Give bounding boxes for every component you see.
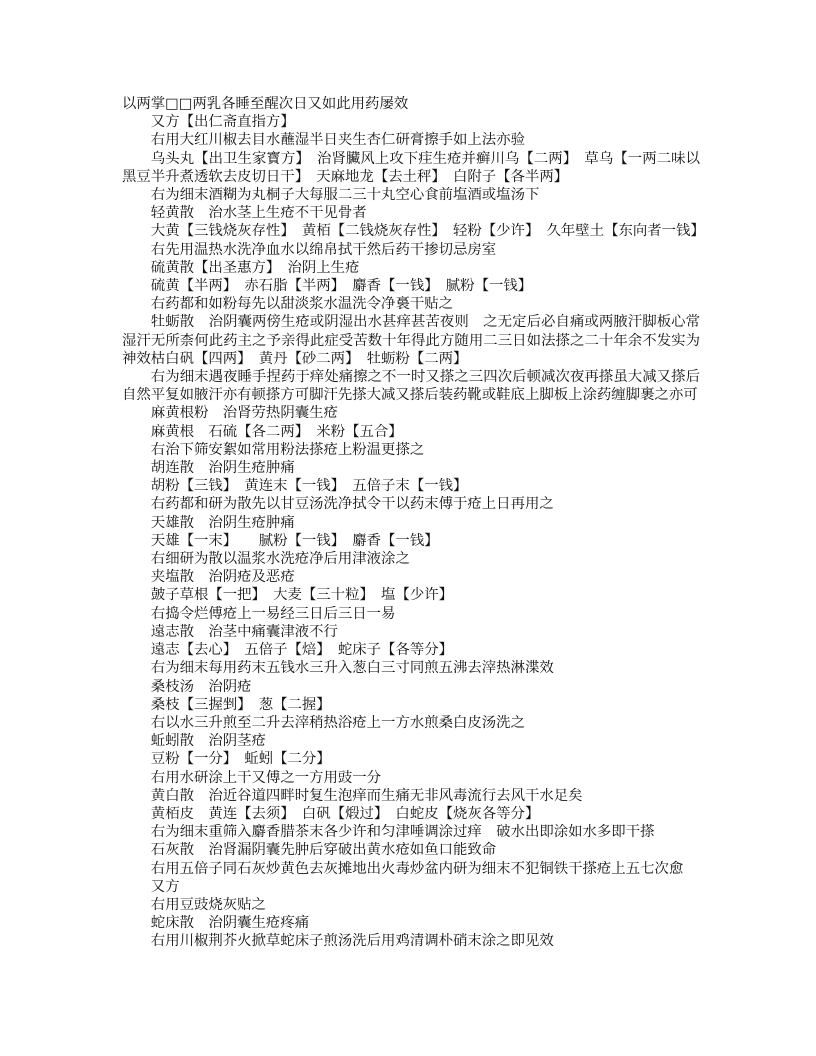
paragraph: 天雄【一末】 腻粉【一钱】 麝香【一钱】 <box>150 532 439 549</box>
paragraph: 硫黄【半两】 赤石脂【半两】 麝香【一钱】 腻粉【一钱】 <box>150 278 533 295</box>
paragraph: 右用五倍子同石灰炒黄色去灰摊地出火毒炒盆内研为细末不犯铜铁干搽疮上五七次愈 <box>150 860 684 877</box>
paragraph: 牡蛎散 治阴囊两傍生疮或阴湿出水甚痒甚苦夜则 之无定后必自痛或两腋汗脚板心常湿汗无所柰何此药主之予亲得此症受苦数十年得此方随用二三日如法搽之二十年余不发实为神效枯白矾【四两】 黄丹【砂二两】 牡蛎粉【二两】 <box>122 314 700 367</box>
paragraph: 天雄散 治阴生疮肿痛 <box>150 514 295 531</box>
paragraph: 右捣令烂傅疮上一易经三日后三日一易 <box>150 605 396 622</box>
document-page <box>122 95 705 951</box>
paragraph: 右治下筛安絮如常用粉法搽疮上粉温更搽之 <box>150 441 425 458</box>
paragraph: 蚯蚓散 治阴茎疮 <box>150 733 266 750</box>
paragraph: 夹塩散 治阴疮及恶疮 <box>150 569 295 586</box>
paragraph: 右为细末重筛入麝香腊茶末各少许和匀津唾调涂过痒 破水出即涂如水多即干搽 <box>150 824 655 841</box>
paragraph: 右用川椒荆芥火掀草蛇床子煎汤洗后用鸡清调朴硝末涂之即见效 <box>150 933 554 950</box>
paragraph: 又方【出仁斋直指方】 <box>150 114 295 131</box>
paragraph: 石灰散 治肾漏阴囊先肿后穿破出黄水疮如鱼口能致命 <box>150 842 497 859</box>
paragraph: 右为细末遇夜睡手捏药于痒处痛擦之不一时又搽之三四次后顿减次夜再搽虽大减又搽后自然平复如腋汗亦有顿搽方可脚汗先搽大减又搽后装药靴或鞋底上脚板上涂药缠脚裹之亦可 <box>122 369 700 404</box>
paragraph: 黄白散 治近谷道四畔时复生泡痒而生痛无非风毒流行去风干水足矣 <box>150 787 583 804</box>
paragraph: 豆粉【一分】 蚯蚓【二分】 <box>150 751 331 768</box>
paragraph: 右药都和如粉每先以甜淡浆水温洗令净裛干贴之 <box>150 296 454 313</box>
paragraph: 胡连散 治阴生疮肿痛 <box>150 460 295 477</box>
paragraph: 右用水研涂上干又傅之一方用豉一分 <box>150 769 382 786</box>
paragraph: 右用大红川椒去目水蘸湿半日夹生杏仁研膏擦手如上法亦验 <box>150 132 525 149</box>
paragraph: 右以水三升煎至二升去滓稍热浴疮上一方水煎桑白皮汤洗之 <box>150 714 525 731</box>
paragraph: 右为细末酒糊为丸桐子大每服二三十丸空心食前塩酒或塩汤下 <box>150 187 540 204</box>
paragraph: 桑枝汤 治阴疮 <box>150 678 252 695</box>
paragraph: 桑枝【三握剉】 葱【二握】 <box>150 696 331 713</box>
paragraph: 大黄【三钱烧灰存性】 黄栢【二钱烧灰存性】 轻粉【少许】 久年壁土【东向者一钱】 <box>150 223 705 240</box>
paragraph: 乌头丸【出卫生家寳方】 治肾臟风上攻下疰生疮并癣川乌【二两】 草乌【一两二味以黑豆半升煮透软去皮切日干】 天麻地龙【去土秤】 白附子【各半两】 <box>122 150 700 185</box>
paragraph: 皷子草根【一把】 大麦【三十粒】 塩【少许】 <box>150 587 453 604</box>
paragraph: 右为细末每用药末五钱水三升入葱白三寸同煎五沸去滓热淋渫效 <box>150 660 554 677</box>
paragraph: 又方 <box>150 878 180 895</box>
paragraph: 右用豆豉烧灰贴之 <box>150 896 266 913</box>
paragraph: 遠志散 治茎中痛囊津液不行 <box>150 623 338 640</box>
paragraph: 黄栢皮 黄连【去须】 白矾【煅过】 白蛇皮【烧灰各等分】 <box>150 805 540 822</box>
paragraph: 硫黄散【出圣惠方】 治阴上生疮 <box>150 259 360 276</box>
paragraph: 以两掌□□两乳各睡至醒次日又如此用药屡效 <box>122 96 409 112</box>
paragraph: 右细研为散以温浆水洗疮净后用津液涂之 <box>150 551 410 568</box>
paragraph: 右先用温热水洗净血水以绵帛拭干然后药干掺切忌房室 <box>150 241 497 258</box>
paragraph: 遠志【去心】 五倍子【焙】 蛇床子【各等分】 <box>150 642 453 659</box>
paragraph: 蛇床散 治阴囊生疮疼痛 <box>150 915 310 932</box>
paragraph: 麻黄根 石硫【各二两】 米粉【五合】 <box>150 423 403 440</box>
paragraph: 麻黄根粉 治肾劳热阴囊生疮 <box>150 405 338 422</box>
paragraph: 轻黄散 治水茎上生疮不干见骨者 <box>150 205 367 222</box>
paragraph: 胡粉【三钱】 黄连末【一钱】 五倍子末【一钱】 <box>150 478 468 495</box>
paragraph: 右药都和研为散先以甘豆汤洗净拭令干以药末傅于疮上日再用之 <box>150 496 554 513</box>
